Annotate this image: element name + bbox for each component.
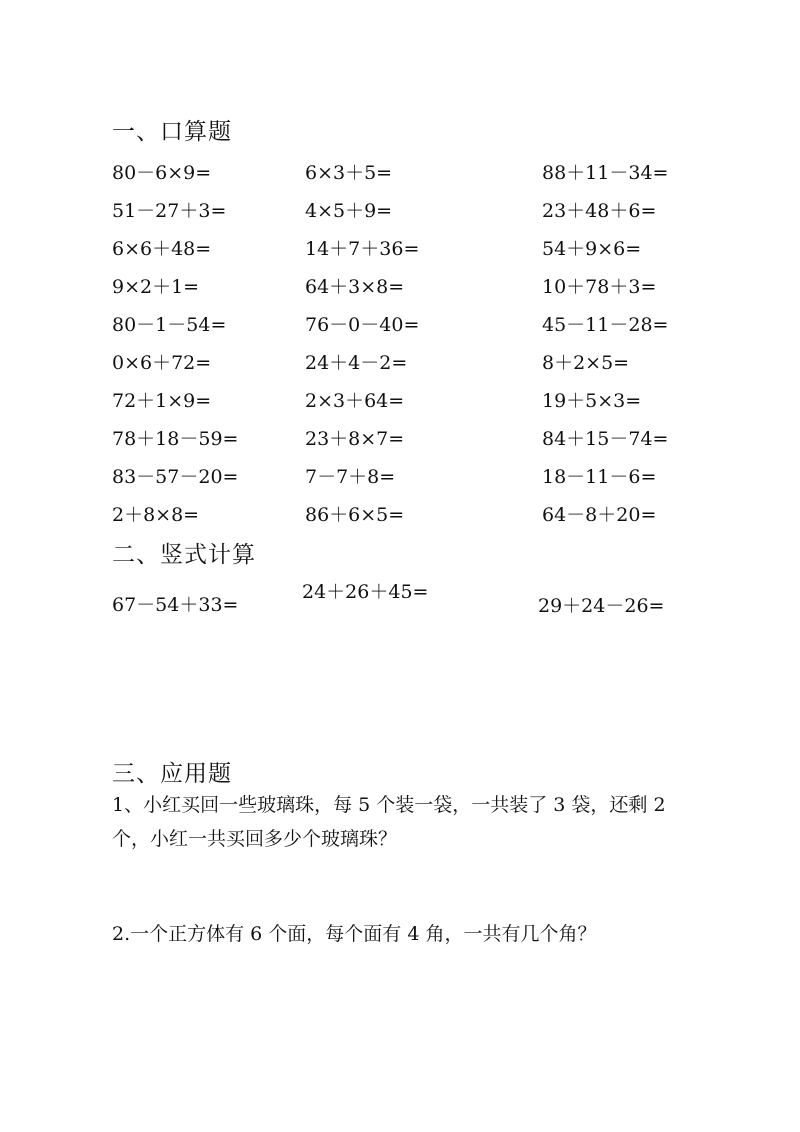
exercise-item: 8＋2×5= [542, 352, 630, 374]
exercise-item: 9×2＋1= [112, 276, 200, 298]
exercise-row [112, 158, 712, 196]
exercise-row [112, 424, 712, 462]
exercise-item: 64－8＋20= [542, 504, 657, 526]
exercise-item: 10＋78＋3= [542, 276, 657, 298]
exercise-item: 80－6×9= [112, 162, 212, 184]
exercise-row [112, 310, 712, 348]
exercise-item: 45－11－28= [542, 314, 669, 336]
exercise-item: 0×6＋72= [112, 352, 212, 374]
mental-arithmetic-grid [112, 158, 712, 538]
exercise-item: 6×6＋48= [112, 238, 212, 260]
vertical-calc-item-1: 67－54＋33= [112, 594, 239, 616]
exercise-item: 2＋8×8= [112, 504, 200, 526]
exercise-item: 14＋7＋36= [305, 238, 420, 260]
exercise-item: 54＋9×6= [542, 238, 642, 260]
exercise-item: 76－0－40= [305, 314, 420, 336]
exercise-item: 78＋18－59= [112, 428, 239, 450]
exercise-item: 23＋8×7= [305, 428, 405, 450]
exercise-item: 51－27＋3= [112, 200, 227, 222]
word-problem-2: 2.一个正方体有 6 个面，每个面有 4 角，一共有几个角？ [112, 923, 597, 945]
exercise-item: 83－57－20= [112, 466, 239, 488]
exercise-item: 19＋5×3= [542, 390, 642, 412]
vertical-calc-item-2: 24＋26＋45= [302, 581, 429, 603]
exercise-row [112, 196, 712, 234]
exercise-row [112, 234, 712, 272]
exercise-row [112, 348, 712, 386]
exercise-item: 86＋6×5= [305, 504, 405, 526]
section-heading-vertical-calculation: 二、竖式计算 [112, 542, 256, 568]
exercise-item: 2×3＋64= [305, 390, 405, 412]
section-heading-word-problems: 三、应用题 [112, 761, 232, 787]
vertical-calc-item-3: 29＋24－26= [538, 595, 665, 617]
exercise-item: 64＋3×8= [305, 276, 405, 298]
section-heading-mental-arithmetic: 一、口算题 [112, 119, 232, 145]
exercise-row [112, 462, 712, 500]
exercise-item: 7－7＋8= [305, 466, 396, 488]
exercise-item: 88＋11－34= [542, 162, 669, 184]
exercise-item: 80－1－54= [112, 314, 227, 336]
exercise-item: 23＋48＋6= [542, 200, 657, 222]
exercise-row [112, 386, 712, 424]
exercise-row [112, 500, 712, 538]
exercise-item: 4×5＋9= [305, 200, 393, 222]
exercise-item: 24＋4－2= [305, 352, 408, 374]
exercise-item: 72＋1×9= [112, 390, 212, 412]
exercise-item: 6×3＋5= [305, 162, 393, 184]
exercise-row [112, 272, 712, 310]
word-problem-1: 1、小红买回一些玻璃珠，每 5 个装一袋，一共装了 3 袋，还剩 2 个，小红一共买回多少个玻璃珠？ [112, 794, 666, 850]
exercise-item: 18－11－6= [542, 466, 657, 488]
exercise-item: 84＋15－74= [542, 428, 669, 450]
